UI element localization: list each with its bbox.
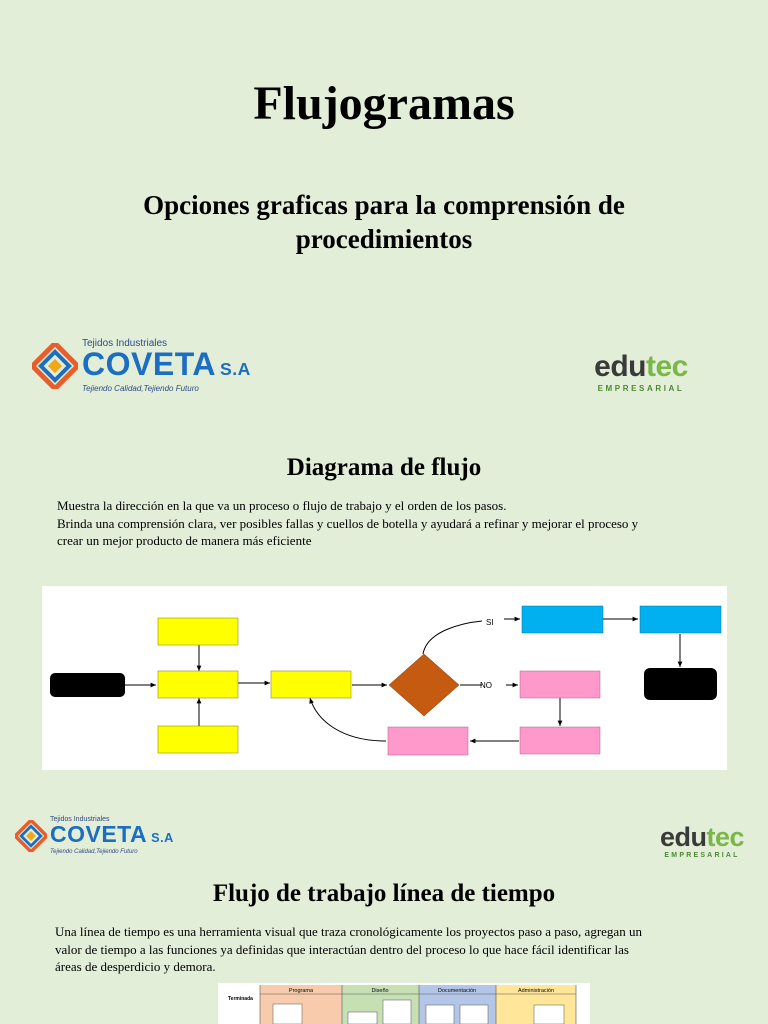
coveta-name: COVETA S.A	[82, 346, 251, 382]
page-title: Flujogramas	[253, 77, 515, 130]
column-header: Diseño	[371, 988, 389, 994]
flow-diagram	[42, 586, 727, 770]
input-box-top	[158, 618, 238, 645]
section-title-timeline: Flujo de trabajo línea de tiempo	[212, 880, 556, 907]
column-header: Documentación	[437, 988, 477, 994]
coveta-name: COVETA S.A	[50, 821, 174, 847]
coveta-logo-2	[15, 816, 174, 855]
coveta-emblem-icon	[32, 343, 78, 389]
arrow-loop-back	[310, 698, 386, 741]
no-label: NO	[480, 681, 492, 690]
coveta-tagline: Tejiendo Calidad,Tejiendo Futuro	[50, 849, 138, 855]
yes-box-2	[640, 606, 721, 633]
timeline-table	[218, 983, 590, 1024]
coveta-logo	[32, 338, 251, 393]
section1-description: Muestra la dirección en la que va un proceso o flujo de trabajo y el orden de los pasos. Brinda una comprensión clara, ver posibles fallas y cuellos de botella y ayudará a refinar y mejorar el proceso y crear un mejor producto de manera más eficiente	[57, 498, 639, 548]
coveta-tagline: Tejiendo Calidad,Tejiendo Futuro	[82, 384, 199, 393]
decision-diamond	[389, 654, 459, 716]
coveta-emblem-icon	[15, 820, 47, 852]
step-box	[271, 671, 351, 698]
yes-box-1	[522, 606, 603, 633]
column-header: Programa	[288, 988, 314, 994]
row-label: Terminada	[228, 996, 253, 1002]
no-box-2	[520, 727, 600, 754]
edutec-logo: edutec EMPRESARIAL	[594, 350, 688, 393]
column-header: Administración	[517, 988, 555, 994]
process-box	[158, 671, 238, 698]
section2-description: Una línea de tiempo es una herramienta visual que traza cronológicamente los proyectos paso a paso, agregan un valor de tiempo a las funciones ya definidas que interactúan dentro del proceso lo que hace fácil identificar las áreas de desperdicio y demora.	[55, 924, 642, 974]
input-box-bottom	[158, 726, 238, 753]
no-box-3	[388, 727, 468, 755]
yes-label: SI	[486, 618, 494, 627]
edutec-logo-2: edutec EMPRESARIAL	[659, 822, 745, 859]
coveta-top-text: Tejidos Industriales	[82, 338, 168, 349]
start-terminal	[50, 673, 125, 697]
page-subtitle: Opciones graficas para la comprensión de procedimientos	[143, 190, 625, 254]
end-terminal	[644, 668, 717, 700]
no-box-1	[520, 671, 600, 698]
section-title-flow: Diagrama de flujo	[286, 454, 482, 481]
coveta-top-text: Tejidos Industriales	[50, 816, 110, 823]
yes-branch-line	[423, 621, 482, 654]
